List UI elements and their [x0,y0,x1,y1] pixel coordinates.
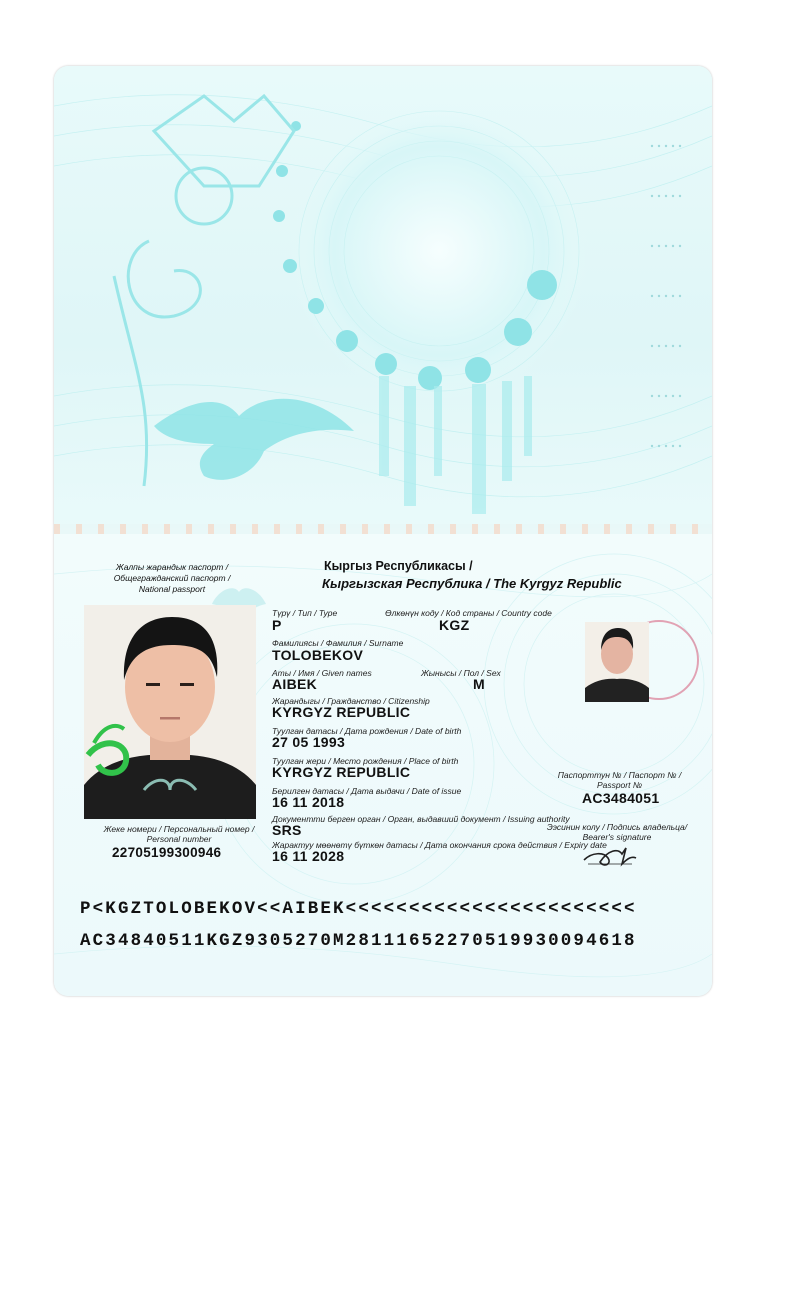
personal-label-line-2: Personal number [146,834,212,844]
citizenship-value: KYRGYZ REPUBLIC [272,704,411,720]
holder-ghost-photo [585,622,649,702]
passport-label-line-2: Passport № [596,780,643,790]
bearer-signature-icon [582,844,638,872]
personal-number-label [94,824,264,844]
issue-date-label: Берилген датасы / Дата выдачи / Date of issue [272,786,462,796]
sex-label: Жынысы / Пол / Sex [421,668,501,678]
citizenship-label: Жарандыгы / Гражданство / Citizenship [272,696,430,706]
passport-label-line-1: Паспорттун № / Паспорт № / [557,770,682,780]
booklet-fold [54,524,712,534]
signature-label [527,822,707,842]
country-name-full: Кыргызская Республика / The Kyrgyz Republic [322,576,622,591]
issue-date-value: 16 11 2018 [272,794,345,810]
given-names-label: Аты / Имя / Given names [272,668,372,678]
issuing-authority-label: Документти берген орган / Орган, выдавший документ / Issuing authority [272,814,570,824]
mrz-line-1: P<KGZTOLOBEKOV<<AIBEK<<<<<<<<<<<<<<<<<<<<<<< [80,899,637,919]
pob-label: Туулган жери / Место рождения / Place of birth [272,756,459,766]
expiry-date-label: Жарактуу мөөнөтү бүткөн датасы / Дата окончания срока действия / Expiry date [272,840,607,850]
passport-number-value: AC3484051 [582,790,660,806]
document-type-label [92,562,252,595]
pob-value: KYRGYZ REPUBLIC [272,764,411,780]
signature-label-line-2: Bearer's signature [582,832,652,842]
passport-upper-page [54,66,712,528]
issuing-authority-value: SRS [272,822,302,838]
personal-number-value: 22705199300946 [112,845,222,860]
passport-booklet [54,66,712,996]
given-names-value: AIBEK [272,676,318,692]
sex-value: M [473,676,485,692]
bird-watermark-icon [154,399,354,480]
country-name-kyrgyz: Кыргыз Республикасы / [324,559,473,573]
upper-page-security-pattern [54,66,712,528]
country-code-value: KGZ [439,617,470,633]
holder-photo [84,605,256,819]
country-code-label: Өлкөнүн коду / Код страны / Country code [385,608,552,618]
expiry-date-value: 16 11 2028 [272,848,345,864]
dob-value: 27 05 1993 [272,734,346,750]
dob-label: Туулган датасы / Дата рождения / Date of birth [272,726,462,736]
passport-number-label [552,770,687,790]
doc-type-line-3: National passport [138,584,206,594]
personal-label-line-1: Жеке номери / Персональный номер / [103,824,255,834]
holder-ghost-portrait-icon [585,622,649,702]
signature-label-line-1: Ээсинин колу / Подпись владельца/ [546,822,688,832]
surname-value: TOLOBEKOV [272,647,364,663]
passport-data-page [54,534,712,996]
mrz-line-2: AC34840511KGZ9305270M28111652270519930094618 [80,931,637,951]
doc-type-line-2: Общегражданский паспорт / [113,573,231,583]
surname-label: Фамилиясы / Фамилия / Surname [272,638,404,648]
doc-type-line-1: Жалпы жарандык паспорт / [115,562,229,572]
type-value: P [272,617,282,633]
holder-portrait-icon [84,605,256,819]
type-label: Түрү / Тип / Type [272,608,338,618]
